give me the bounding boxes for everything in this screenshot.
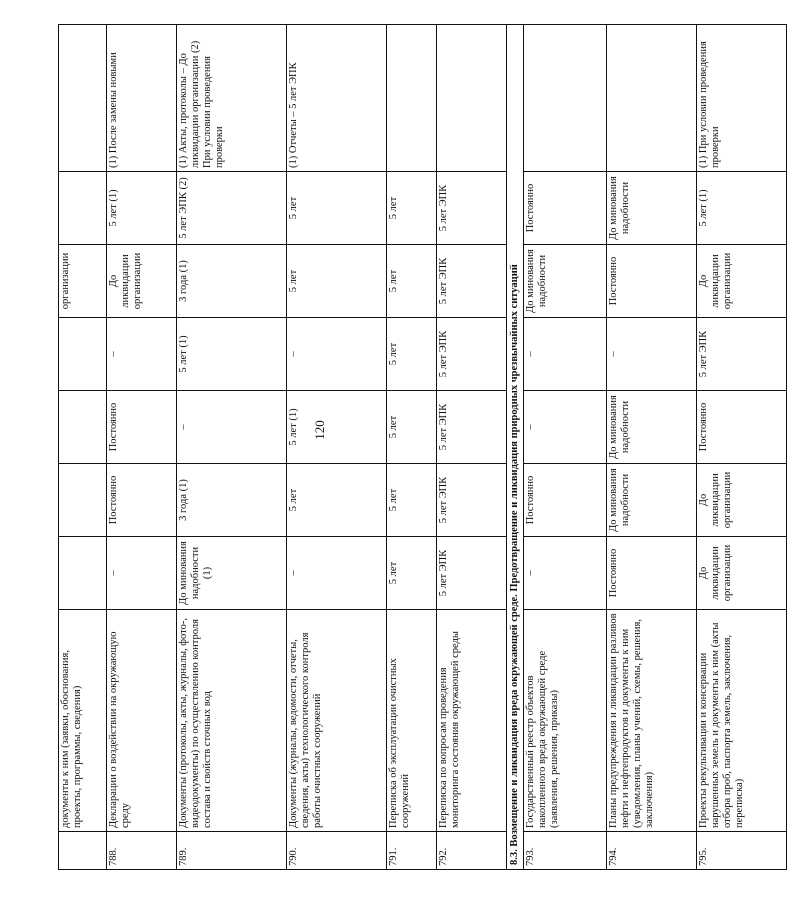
- cell-c3: 5 лет (1): [287, 391, 387, 464]
- cell-num: 790.: [287, 832, 387, 870]
- table-section: [507, 25, 524, 870]
- cell-num: [59, 832, 107, 870]
- cell-c1: До минования надобности (1): [177, 537, 287, 610]
- cell-num: 792.: [437, 832, 507, 870]
- cell-c1: [59, 537, 107, 610]
- cell-c3: Постоянно: [107, 391, 177, 464]
- cell-c1: Постоянно: [607, 537, 697, 610]
- cell-c2: [59, 464, 107, 537]
- cell-c7: [524, 25, 607, 172]
- cell-c4: –: [524, 318, 607, 391]
- page-number: 120: [312, 420, 327, 440]
- table-row: [177, 25, 287, 870]
- table-row: [387, 25, 437, 870]
- cell-c7: (1) При условии проведения проверки: [697, 25, 787, 172]
- cell-c5: До ликвидации организации: [697, 245, 787, 318]
- cell-c7: (1) Акты, протоколы – До ликвидации организации (2) При условии проведения проверки: [177, 25, 287, 172]
- table-row: [437, 25, 507, 870]
- retention-table: [58, 24, 787, 870]
- cell-c7: [607, 25, 697, 172]
- cell-c2: 5 лет: [287, 464, 387, 537]
- cell-num: 788.: [107, 832, 177, 870]
- cell-c5: организации: [59, 245, 107, 318]
- cell-c4: –: [287, 318, 387, 391]
- cell-c3: –: [177, 391, 287, 464]
- table-row: [524, 25, 607, 870]
- cell-c7: (1) Отчеты – 5 лет ЭПК: [287, 25, 387, 172]
- cell-c5: 3 года (1): [177, 245, 287, 318]
- cell-title: Проекты рекультивации и консервации нарушенных земель и документы к ним (акты отбора проб, паспорта земель, заключения, переписка): [697, 610, 787, 832]
- cell-c1: До ликвидации организации: [697, 537, 787, 610]
- cell-title: Планы предупреждения и ликвидации разливов нефти и нефтепродуктов и документы к ним (уведомления, планы учений, схемы, решения, заключения): [607, 610, 697, 832]
- cell-c6: 5 лет: [387, 172, 437, 245]
- cell-title: Государственный реестр объектов накопленного вреда окружающей среде (заявления, решения, приказы): [524, 610, 607, 832]
- cell-c6: Постоянно: [524, 172, 607, 245]
- cell-num: 789.: [177, 832, 287, 870]
- cell-title: Документы (протоколы, акты, журналы, фото-, видеодокументы) по осуществлению контроля состава и свойств сточных вод: [177, 610, 287, 832]
- cell-c4: 5 лет ЭПК: [697, 318, 787, 391]
- cell-c7: [387, 25, 437, 172]
- cell-c5: До минования надобности: [524, 245, 607, 318]
- cell-c5: До ликвидации организации: [107, 245, 177, 318]
- cell-c6: 5 лет ЭПК (2): [177, 172, 287, 245]
- cell-c7: [59, 25, 107, 172]
- cell-title: документы к ним (заявки, обоснования, проекты, программы, сведения): [59, 610, 107, 832]
- table-row: [607, 25, 697, 870]
- cell-c4: 5 лет ЭПК: [437, 318, 507, 391]
- cell-c5: 5 лет: [387, 245, 437, 318]
- cell-title: Декларации о воздействии на окружающую среду: [107, 610, 177, 832]
- cell-c6: 5 лет ЭПК: [437, 172, 507, 245]
- cell-c1: 5 лет ЭПК: [437, 537, 507, 610]
- section-row: [507, 25, 524, 870]
- cell-c2: Постоянно: [524, 464, 607, 537]
- cell-c6: До минования надобности: [607, 172, 697, 245]
- cell-c1: 5 лет: [387, 537, 437, 610]
- table-row: [107, 25, 177, 870]
- cell-c6: 5 лет (1): [107, 172, 177, 245]
- cell-c2: 5 лет: [387, 464, 437, 537]
- cell-c4: 5 лет: [387, 318, 437, 391]
- cell-c6: [59, 172, 107, 245]
- cell-c4: –: [107, 318, 177, 391]
- section-title: 8.3. Возмещение и ликвидация вреда окружающей среде. Предотвращение и ликвидация природных чрезвычайных ситуаций: [507, 25, 524, 870]
- table-row: [287, 25, 387, 870]
- table-row: [59, 25, 107, 870]
- cell-c2: До минования надобности: [607, 464, 697, 537]
- cell-num: 794.: [607, 832, 697, 870]
- cell-c4: 5 лет (1): [177, 318, 287, 391]
- cell-num: 793.: [524, 832, 607, 870]
- cell-c5: Постоянно: [607, 245, 697, 318]
- cell-c1: –: [107, 537, 177, 610]
- cell-c3: Постоянно: [697, 391, 787, 464]
- cell-c3: –: [524, 391, 607, 464]
- cell-c2: 5 лет ЭПК: [437, 464, 507, 537]
- cell-num: 795.: [697, 832, 787, 870]
- cell-c2: 3 года (1): [177, 464, 287, 537]
- table-body-after: [524, 25, 787, 870]
- cell-title: Переписка об эксплуатации очистных сооружений: [387, 610, 437, 832]
- cell-c7: (1) После замены новыми: [107, 25, 177, 172]
- cell-num: 791.: [387, 832, 437, 870]
- rotated-table-container: [58, 25, 745, 870]
- cell-c2: Постоянно: [107, 464, 177, 537]
- cell-c3: [59, 391, 107, 464]
- cell-c6: 5 лет: [287, 172, 387, 245]
- cell-c3: 5 лет: [387, 391, 437, 464]
- cell-c6: 5 лет (1): [697, 172, 787, 245]
- cell-c7: [437, 25, 507, 172]
- cell-c4: [59, 318, 107, 391]
- cell-title: Документы (журналы, ведомости, отчеты, сведения, акты) технологического контроля работы очистных сооружений: [287, 610, 387, 832]
- cell-c4: –: [607, 318, 697, 391]
- cell-c2: До ликвидации организации: [697, 464, 787, 537]
- cell-c1: –: [524, 537, 607, 610]
- cell-c3: До минования надобности: [607, 391, 697, 464]
- cell-c5: 5 лет ЭПК: [437, 245, 507, 318]
- cell-c1: –: [287, 537, 387, 610]
- table-row: [697, 25, 787, 870]
- cell-c3: 5 лет ЭПК: [437, 391, 507, 464]
- cell-c5: 5 лет: [287, 245, 387, 318]
- table-body-before: [59, 25, 507, 870]
- cell-title: Переписка по вопросам проведения мониторинга состояния окружающей среды: [437, 610, 507, 832]
